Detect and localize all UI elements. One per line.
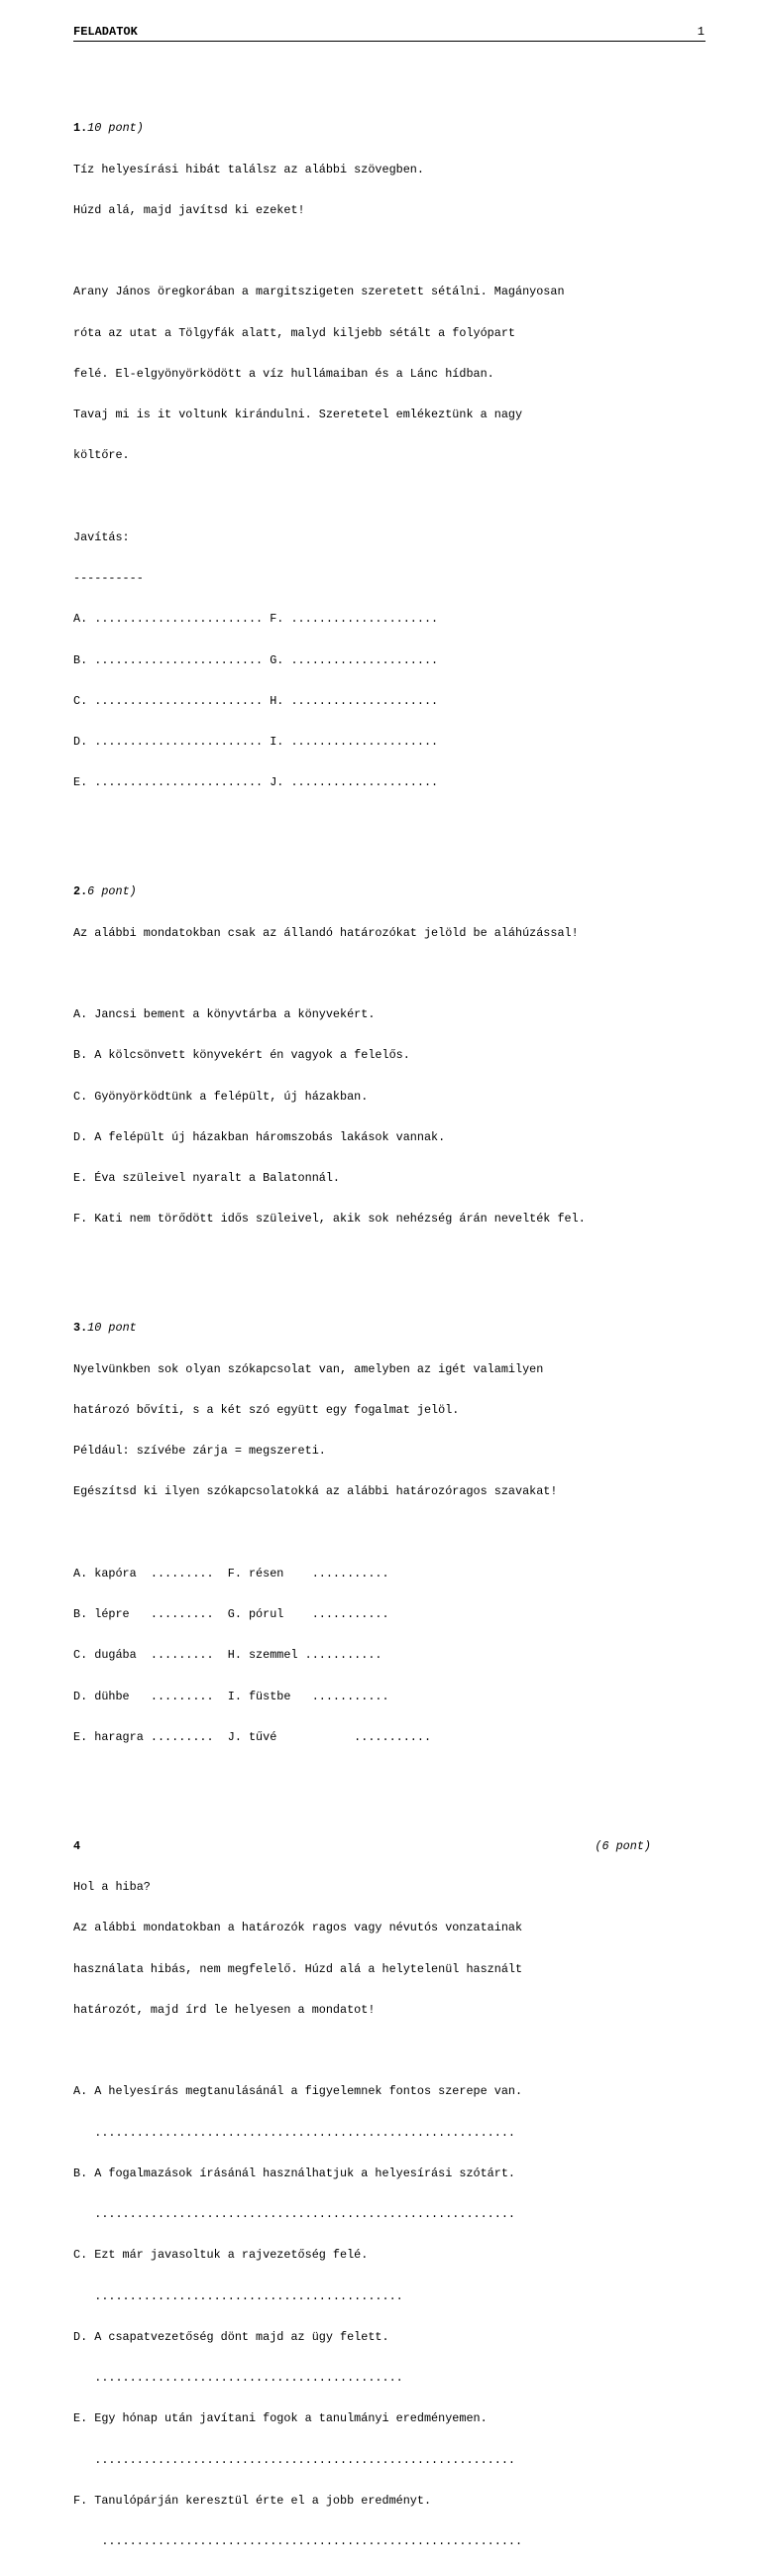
answer-row: C. ........................ H. ..................... [73, 693, 439, 708]
task3-instruction: Például: szívébe zárja = megszereti. [73, 1444, 326, 1458]
task2-item: E. Éva szüleivel nyaralt a Balatonnál. [73, 1171, 341, 1185]
task1-instruction: Húzd alá, majd javítsd ki ezeket! [73, 202, 305, 217]
task4-number: 4 [73, 1838, 81, 1853]
task4-item: A. A helyesírás megtanulásánál a figyelemnek fontos szerepe van. [73, 2084, 523, 2099]
task3-row: B. lépre ......... G. pórul ........... [73, 1607, 389, 1621]
task2-item: C. Gyönyörködtünk a felépült, új házakban. [73, 1089, 369, 1104]
task1-instruction: Tíz helyesírási hibát találsz az alábbi szövegben. [73, 162, 424, 176]
task1-text-line: Arany János öregkorában a margitszigeten szeretett sétálni. Magányosan [73, 285, 565, 299]
task4-answer-line: ............................................................ [73, 2452, 515, 2467]
page-number: 1 [697, 25, 705, 39]
task4-answer-line: ............................................ [73, 2288, 403, 2303]
task4-item: B. A fogalmazások írásánál használhatjuk a helyesírási szótárt. [73, 2166, 515, 2180]
document-body [73, 81, 707, 2576]
correction-label: Javítás: [73, 529, 130, 544]
task1-text-line: Tavaj mi is it voltunk kirándulni. Szeretetel emlékeztünk a nagy [73, 408, 523, 421]
task2-item: B. A kölcsönvett könyvekért én vagyok a felelős. [73, 1048, 410, 1063]
task4-instruction: Az alábbi mondatokban a határozók ragos vagy névutós vonzatainak [73, 1921, 523, 1935]
answer-row: A. ........................ F. ..................... [73, 612, 439, 627]
answer-row: B. ........................ G. ..................... [73, 652, 439, 667]
correction-rule: ---------- [73, 571, 144, 585]
task1-text-line: róta az utat a Tölgyfák alatt, malyd kiljebb sétált a folyópart [73, 325, 515, 340]
header-title: FELADATOK [73, 25, 138, 39]
task4-item: F. Tanulópárján keresztül érte el a jobb eredményt. [73, 2493, 432, 2508]
task3-number: 3. [73, 1321, 88, 1336]
task4-item: C. Ezt már javasoltuk a rajvezetőség felé. [73, 2248, 369, 2263]
task2-number: 2. [73, 884, 88, 899]
task3-instruction: Egészítsd ki ilyen szókapcsolatokká az alábbi határozóragos szavakat! [73, 1484, 558, 1499]
task3-row: C. dugába ......... H. szemmel ........... [73, 1648, 382, 1663]
task3-heading [73, 1322, 707, 1336]
answer-row: D. ........................ I. ..................... [73, 735, 439, 749]
task4-points: (6 pont) [595, 1838, 651, 1853]
task4-instruction: Hol a hiba? [73, 1880, 151, 1894]
task1-text-line: költőre. [73, 448, 130, 463]
task2-item: A. Jancsi bement a könyvtárba a könyvekért. [73, 1007, 376, 1021]
answer-row: E. ........................ J. ..................... [73, 775, 439, 790]
task3-instruction: Nyelvünkben sok olyan szókapcsolat van, amelyben az igét valamilyen [73, 1361, 544, 1376]
task3-row: A. kapóra ......... F. résen ........... [73, 1566, 389, 1581]
task4-heading [73, 1840, 707, 1854]
task4-item: E. Egy hónap után javítani fogok a tanulmányi eredményemen. [73, 2411, 488, 2426]
task4-instruction: határozót, majd írd le helyesen a mondatot! [73, 2002, 376, 2017]
task4-answer-line: ............................................ [73, 2371, 403, 2385]
task1-number: 1. [73, 121, 88, 136]
task4-instruction: használata hibás, nem megfelelő. Húzd alá a helytelenül használt [73, 1961, 523, 1976]
task3-instruction: határozó bővíti, s a két szó együtt egy fogalmat jelöl. [73, 1402, 460, 1417]
task3-row: E. haragra ......... J. tűvé ........... [73, 1729, 432, 1744]
page-header [73, 25, 706, 42]
task1-points: 10 pont) [87, 121, 144, 136]
task2-item: D. A felépült új házakban háromszobás lakások vannak. [73, 1129, 446, 1144]
task2-points: 6 pont) [87, 884, 137, 899]
task3-points: 10 pont [87, 1321, 137, 1336]
task4-item: D. A csapatvezetőség dönt majd az ügy felett. [73, 2329, 389, 2344]
task2-heading [73, 885, 707, 899]
task3-row: D. dühbe ......... I. füstbe ........... [73, 1689, 389, 1703]
task1-text-line: felé. El-elgyönyörködött a víz hullámaiban és a Lánc hídban. [73, 366, 494, 381]
task4-answer-line: ............................................................ [73, 2125, 515, 2140]
task1-heading [73, 122, 707, 136]
task2-item: F. Kati nem törődött idős szüleivel, akik sok nehézség árán nevelték fel. [73, 1212, 586, 1227]
task4-answer-line: ............................................................ [73, 2534, 523, 2548]
task4-answer-line: ............................................................ [73, 2207, 515, 2221]
task2-instruction: Az alábbi mondatokban csak az állandó határozókat jelöld be aláhúzással! [73, 925, 579, 940]
